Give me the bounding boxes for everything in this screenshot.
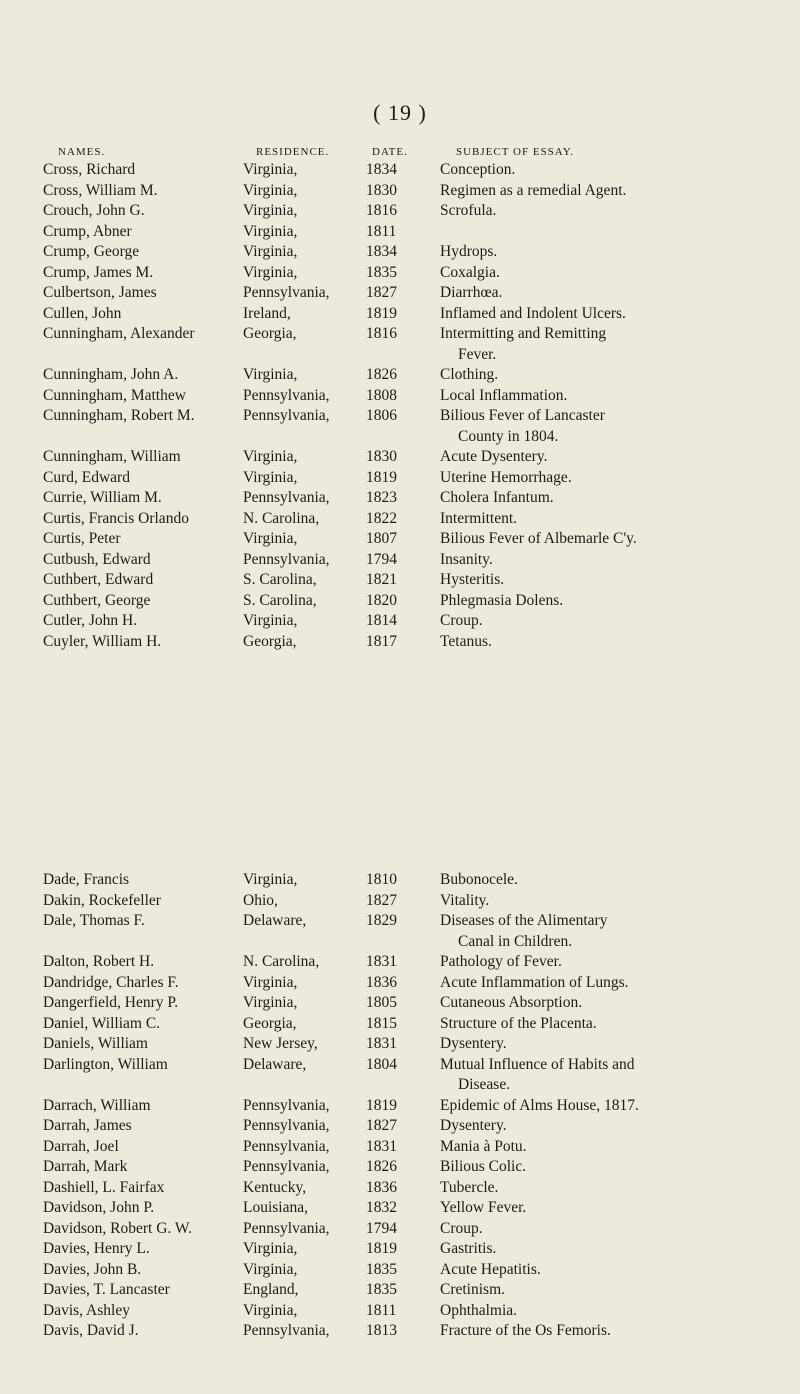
entry-subject: Croup. <box>440 612 483 629</box>
entry-date: 1820 <box>366 591 397 609</box>
entry-date: 1814 <box>366 612 397 629</box>
entry-name: Cuyler, William H. <box>43 632 162 650</box>
entry-subject: Ophthalmia. <box>440 1301 518 1319</box>
entry-residence: Louisiana, <box>243 1199 308 1216</box>
entry-name: Davis, David J. <box>43 1322 139 1339</box>
entry-name: Cutler, John H. <box>43 612 138 629</box>
entry-residence: S. Carolina, <box>243 571 317 588</box>
entry-subject: Local Inflammation. <box>440 386 568 404</box>
entry-subject: Tetanus. <box>440 632 492 650</box>
entry-name: Dashiell, L. Fairfax <box>43 1178 165 1196</box>
entry-subject: Phlegmasia Dolens. <box>440 591 564 609</box>
entry-residence: Kentucky, <box>243 1178 307 1196</box>
entry-residence: Pennsylvania, <box>243 1322 330 1339</box>
entry-residence: Virginia, <box>243 973 298 991</box>
entry-residence: Virginia, <box>243 161 298 178</box>
entry-residence: Virginia, <box>243 181 298 199</box>
entry-date: 1836 <box>366 973 397 991</box>
entry-residence: Georgia, <box>243 325 297 342</box>
entry-continuation-line <box>0 932 800 953</box>
entry-date: 1807 <box>366 530 397 547</box>
entry-residence: Virginia, <box>243 1301 298 1319</box>
entry-name: Cunningham, William <box>43 448 181 465</box>
entry-residence: Virginia, <box>243 243 298 260</box>
entry-subject: Pathology of Fever. <box>440 953 562 970</box>
entry-name: Davies, Henry L. <box>43 1240 150 1257</box>
entry-residence: Pennsylvania, <box>243 489 330 506</box>
entry-subject: Intermitting and Remitting <box>440 325 607 342</box>
entry-row <box>0 870 800 891</box>
entry-date: 1817 <box>366 632 397 650</box>
entry-row <box>0 509 800 530</box>
entry-row <box>0 1301 800 1322</box>
entry-name: Cullen, John <box>43 304 122 322</box>
entry-subject: Cutaneous Absorption. <box>440 994 583 1011</box>
entry-subject: Acute Inflammation of Lungs. <box>440 973 629 991</box>
entry-row <box>0 242 800 263</box>
entry-residence: Pennsylvania, <box>243 284 330 301</box>
entry-residence: N. Carolina, <box>243 953 320 970</box>
entry-subject: Fever. <box>458 345 497 363</box>
entry-row <box>0 550 800 571</box>
entry-date: 1794 <box>366 1219 397 1237</box>
entry-subject: Scrofula. <box>440 202 497 219</box>
entry-subject: Hysteritis. <box>440 571 505 588</box>
entry-residence: S. Carolina, <box>243 591 317 609</box>
entry-name: Cunningham, Robert M. <box>43 407 195 424</box>
entry-date: 1836 <box>366 1178 397 1196</box>
entry-row <box>0 1034 800 1055</box>
entry-date: 1827 <box>366 1117 397 1134</box>
page-number: ( 19 ) <box>373 100 427 125</box>
entry-subject: Disease. <box>458 1076 511 1093</box>
entry-residence: Virginia, <box>243 263 298 281</box>
entry-name: Cross, Richard <box>43 161 136 178</box>
entry-row <box>0 529 800 550</box>
entry-date: 1819 <box>366 1240 397 1257</box>
entry-subject: County in 1804. <box>458 427 559 445</box>
entry-residence: Ireland, <box>243 304 291 322</box>
entry-subject: Conception. <box>440 161 516 178</box>
entry-date: 1835 <box>366 263 397 281</box>
entry-date: 1794 <box>366 550 397 568</box>
entry-name: Curd, Edward <box>43 468 130 486</box>
entry-name: Daniel, William C. <box>43 1014 161 1032</box>
entry-subject: Dysentery. <box>440 1035 507 1052</box>
entry-continuation-line <box>0 1075 800 1096</box>
entry-row <box>0 365 800 386</box>
entry-subject: Diarrhœa. <box>440 284 503 301</box>
entry-row <box>0 1260 800 1281</box>
entry-subject: Regimen as a remedial Agent. <box>440 181 627 199</box>
header-names: NAMES. <box>58 146 106 158</box>
entry-name: Dangerfield, Henry P. <box>43 994 179 1011</box>
entries-section-d <box>0 870 800 1342</box>
entry-row <box>0 1055 800 1076</box>
entry-row <box>0 911 800 932</box>
entry-row <box>0 324 800 345</box>
entry-date: 1819 <box>366 304 397 322</box>
entry-row <box>0 1280 800 1301</box>
entry-name: Cutbush, Edward <box>43 550 151 568</box>
entry-row <box>0 283 800 304</box>
entry-subject: Acute Hepatitis. <box>440 1260 541 1278</box>
entry-name: Davidson, John P. <box>43 1199 155 1216</box>
entry-row <box>0 1178 800 1199</box>
entry-subject: Acute Dysentery. <box>440 448 548 465</box>
entry-residence: Virginia, <box>243 202 298 219</box>
entry-name: Currie, William M. <box>43 489 162 506</box>
entry-name: Dalton, Robert H. <box>43 953 155 970</box>
entry-row <box>0 611 800 632</box>
entry-row <box>0 1014 800 1035</box>
entry-subject: Uterine Hemorrhage. <box>440 468 572 486</box>
entry-name: Davis, Ashley <box>43 1301 130 1319</box>
entry-name: Darrah, Mark <box>43 1158 128 1175</box>
header-date: DATE. <box>372 146 408 158</box>
entry-name: Darlington, William <box>43 1055 168 1073</box>
entry-date: 1835 <box>366 1281 397 1298</box>
entry-row <box>0 1321 800 1342</box>
entry-name: Crump, Abner <box>43 222 132 240</box>
entry-date: 1822 <box>366 509 397 527</box>
entry-subject: Diseases of the Alimentary <box>440 912 608 929</box>
entry-date: 1835 <box>366 1260 397 1278</box>
entry-residence: Virginia, <box>243 612 298 629</box>
entry-residence: Virginia, <box>243 366 298 383</box>
entry-date: 1816 <box>366 325 397 342</box>
entry-subject: Bilious Fever of Lancaster <box>440 407 605 424</box>
entry-name: Cuthbert, Edward <box>43 571 154 588</box>
entry-name: Cuthbert, George <box>43 591 151 609</box>
entry-name: Dale, Thomas F. <box>43 912 145 929</box>
entry-subject: Bilious Fever of Albemarle C'y. <box>440 530 637 547</box>
entry-name: Darrah, James <box>43 1117 132 1134</box>
entry-residence: Delaware, <box>243 1055 307 1073</box>
entry-name: Curtis, Peter <box>43 530 121 547</box>
entry-date: 1813 <box>366 1322 397 1339</box>
entry-name: Dakin, Rockefeller <box>43 891 161 909</box>
entry-subject: Canal in Children. <box>458 932 573 950</box>
entry-date: 1826 <box>366 1158 397 1175</box>
entry-row <box>0 632 800 653</box>
entry-date: 1830 <box>366 448 397 465</box>
entry-date: 1834 <box>366 243 397 260</box>
entry-date: 1811 <box>366 222 397 240</box>
entry-row <box>0 406 800 427</box>
entry-residence: Pennsylvania, <box>243 407 330 424</box>
entry-subject: Yellow Fever. <box>440 1199 527 1216</box>
entry-name: Dandridge, Charles F. <box>43 973 179 991</box>
entry-subject: Dysentery. <box>440 1117 507 1134</box>
entry-residence: N. Carolina, <box>243 509 320 527</box>
entry-date: 1805 <box>366 994 397 1011</box>
entry-date: 1832 <box>366 1199 397 1216</box>
entry-date: 1815 <box>366 1014 397 1032</box>
entry-date: 1823 <box>366 489 397 506</box>
entry-residence: Virginia, <box>243 468 298 486</box>
entry-residence: Pennsylvania, <box>243 386 330 404</box>
entry-name: Davies, T. Lancaster <box>43 1281 170 1298</box>
entry-row <box>0 993 800 1014</box>
entry-residence: Virginia, <box>243 530 298 547</box>
entry-residence: England, <box>243 1281 299 1298</box>
entry-subject: Clothing. <box>440 366 499 383</box>
entry-name: Crouch, John G. <box>43 202 145 219</box>
entry-row <box>0 591 800 612</box>
entry-residence: Pennsylvania, <box>243 1117 330 1134</box>
entry-date: 1827 <box>366 891 397 909</box>
entry-date: 1816 <box>366 202 397 219</box>
entry-residence: Virginia, <box>243 994 298 1011</box>
entry-subject: Bilious Colic. <box>440 1158 527 1175</box>
entry-residence: Georgia, <box>243 1014 297 1032</box>
entry-date: 1808 <box>366 386 397 404</box>
entry-subject: Fracture of the Os Femoris. <box>440 1322 611 1339</box>
entry-row <box>0 304 800 325</box>
entry-subject: Hydrops. <box>440 243 498 260</box>
entry-date: 1821 <box>366 571 397 588</box>
entry-subject: Inflamed and Indolent Ulcers. <box>440 304 626 322</box>
entry-subject: Tubercle. <box>440 1178 499 1196</box>
entry-name: Cunningham, Alexander <box>43 325 195 342</box>
entry-residence: Georgia, <box>243 632 297 650</box>
entry-row <box>0 160 800 181</box>
entry-residence: Delaware, <box>243 912 307 929</box>
entry-continuation-line <box>0 427 800 448</box>
entry-row <box>0 1096 800 1117</box>
entries-section-c <box>0 160 800 652</box>
entry-date: 1806 <box>366 407 397 424</box>
entry-row <box>0 488 800 509</box>
entry-name: Darrah, Joel <box>43 1137 119 1155</box>
entry-date: 1819 <box>366 1096 397 1114</box>
entry-date: 1810 <box>366 871 397 888</box>
entry-date: 1831 <box>366 1137 397 1155</box>
entry-row <box>0 1219 800 1240</box>
entry-date: 1826 <box>366 366 397 383</box>
entry-date: 1834 <box>366 161 397 178</box>
entry-date: 1811 <box>366 1301 397 1319</box>
entry-name: Davidson, Robert G. W. <box>43 1219 192 1237</box>
entry-residence: Virginia, <box>243 222 298 240</box>
entry-date: 1827 <box>366 284 397 301</box>
entry-name: Culbertson, James <box>43 284 157 301</box>
entry-row <box>0 181 800 202</box>
entry-name: Crump, James M. <box>43 263 154 281</box>
entry-subject: Intermittent. <box>440 509 518 527</box>
entry-date: 1804 <box>366 1055 397 1073</box>
entry-name: Cunningham, John A. <box>43 366 179 383</box>
entry-row <box>0 973 800 994</box>
entry-date: 1829 <box>366 912 397 929</box>
entry-row <box>0 222 800 243</box>
entry-residence: Ohio, <box>243 891 278 909</box>
entry-subject: Cholera Infantum. <box>440 489 554 506</box>
entry-date: 1831 <box>366 953 397 970</box>
entry-residence: Virginia, <box>243 1260 298 1278</box>
entry-residence: Virginia, <box>243 871 298 888</box>
header-subject: SUBJECT OF ESSAY. <box>456 146 574 158</box>
entry-residence: Virginia, <box>243 1240 298 1257</box>
entry-row <box>0 952 800 973</box>
entry-date: 1830 <box>366 181 397 199</box>
entry-name: Cross, William M. <box>43 181 158 199</box>
entry-row <box>0 1137 800 1158</box>
entry-subject: Cretinism. <box>440 1281 506 1298</box>
entry-subject: Vitality. <box>440 891 490 909</box>
header-residence: RESIDENCE. <box>256 146 330 158</box>
entry-row <box>0 386 800 407</box>
entry-row <box>0 1239 800 1260</box>
entry-date: 1831 <box>366 1035 397 1052</box>
entry-residence: Pennsylvania, <box>243 1137 330 1155</box>
entry-row <box>0 891 800 912</box>
entry-name: Crump, George <box>43 243 140 260</box>
entry-subject: Structure of the Placenta. <box>440 1014 597 1032</box>
entry-row <box>0 1198 800 1219</box>
entry-name: Daniels, William <box>43 1035 148 1052</box>
entry-name: Cunningham, Matthew <box>43 386 186 404</box>
entry-subject: Mania à Potu. <box>440 1137 527 1155</box>
entry-row <box>0 570 800 591</box>
entry-subject: Mutual Influence of Habits and <box>440 1055 635 1073</box>
entry-name: Dade, Francis <box>43 871 130 888</box>
entry-subject: Gastritis. <box>440 1240 497 1257</box>
entry-name: Davies, John B. <box>43 1260 142 1278</box>
entry-row <box>0 1157 800 1178</box>
entry-subject: Insanity. <box>440 550 493 568</box>
entry-residence: Virginia, <box>243 448 298 465</box>
entry-continuation-line <box>0 345 800 366</box>
entry-row <box>0 468 800 489</box>
entry-subject: Bubonocele. <box>440 871 518 888</box>
entry-row <box>0 201 800 222</box>
entry-residence: New Jersey, <box>243 1035 318 1052</box>
entry-row <box>0 263 800 284</box>
entry-residence: Pennsylvania, <box>243 1096 330 1114</box>
entry-row <box>0 1116 800 1137</box>
entry-date: 1819 <box>366 468 397 486</box>
entry-residence: Pennsylvania, <box>243 550 330 568</box>
entry-subject: Croup. <box>440 1219 483 1237</box>
entry-residence: Pennsylvania, <box>243 1158 330 1175</box>
entry-name: Curtis, Francis Orlando <box>43 509 189 527</box>
entry-residence: Pennsylvania, <box>243 1219 330 1237</box>
entry-name: Darrach, William <box>43 1096 151 1114</box>
entry-row <box>0 447 800 468</box>
entry-subject: Coxalgia. <box>440 263 500 281</box>
entry-subject: Epidemic of Alms House, 1817. <box>440 1096 639 1114</box>
